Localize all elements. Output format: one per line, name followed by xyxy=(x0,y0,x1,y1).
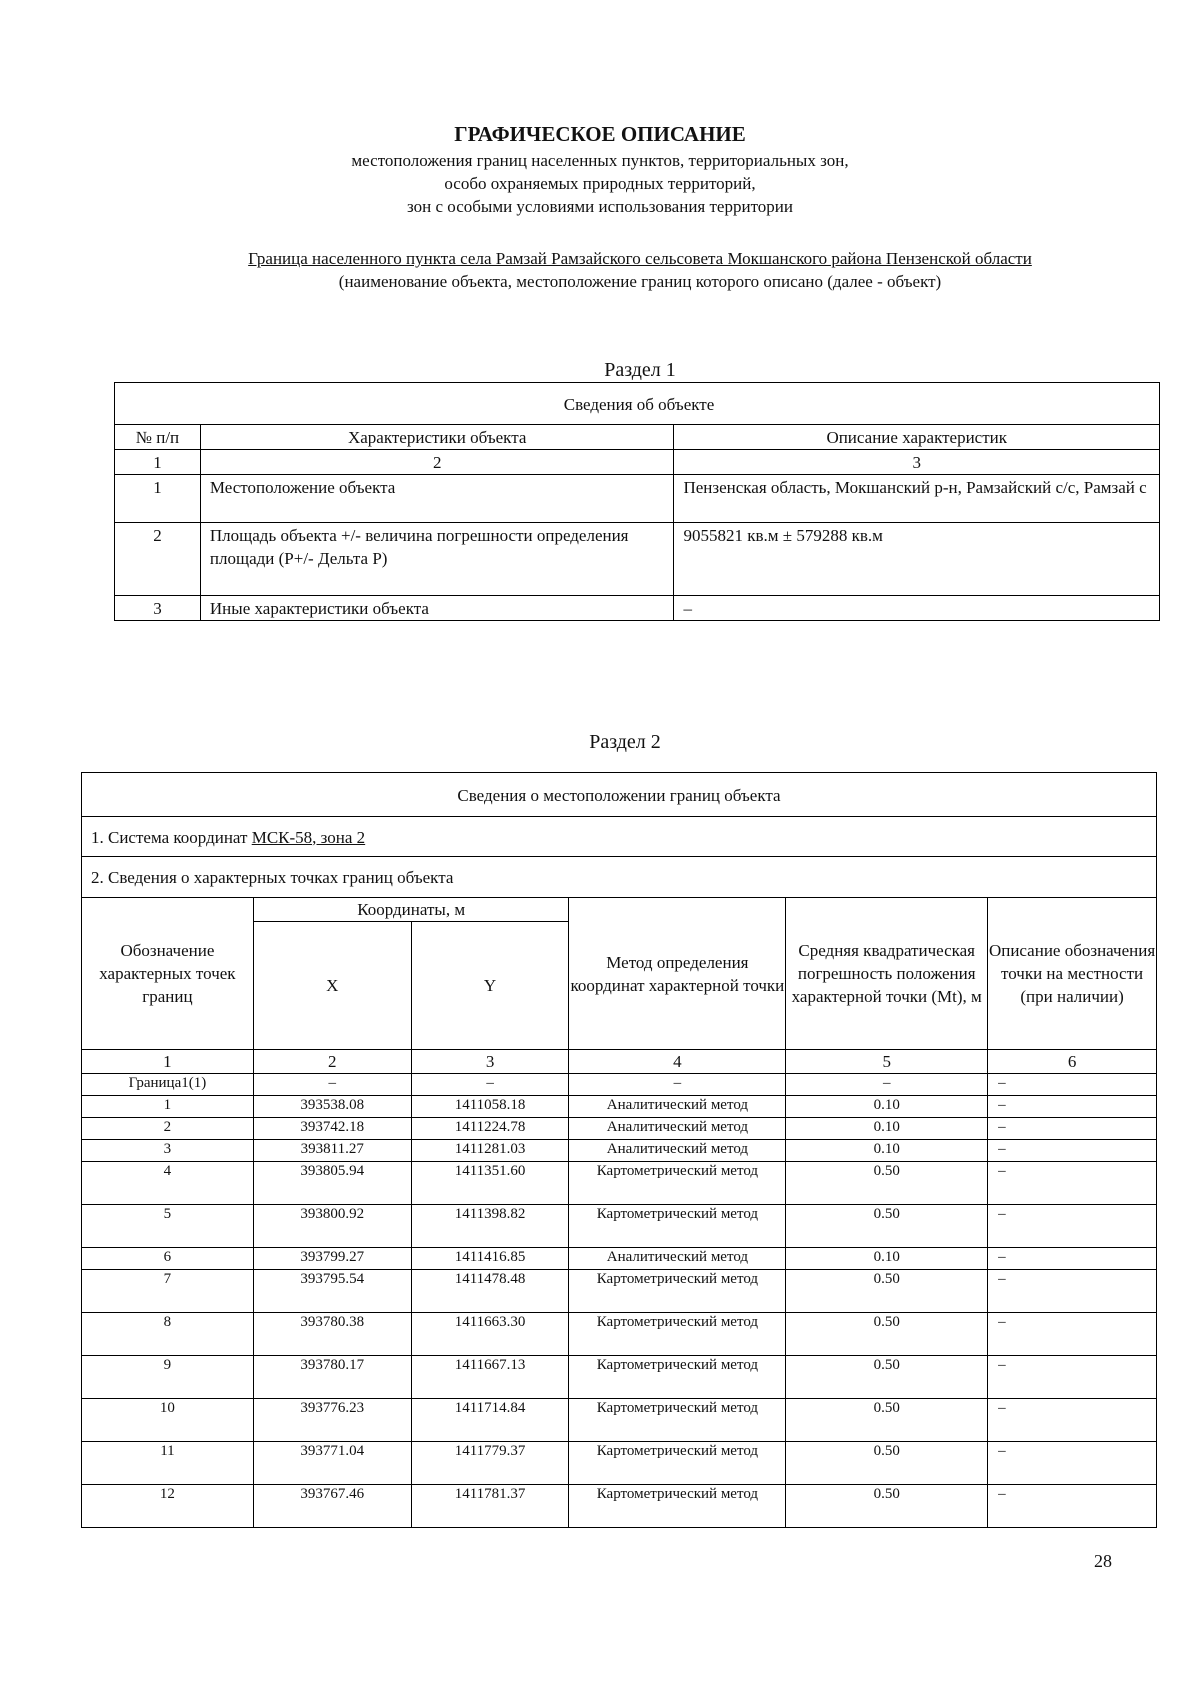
x-coordinate-cell: 393780.38 xyxy=(253,1313,411,1356)
document-subtitle-line: местоположения границ населенных пунктов, территориальных зон, xyxy=(351,151,849,170)
point-label-cell: Граница1(1) xyxy=(82,1074,254,1096)
point-label-cell: 5 xyxy=(82,1205,254,1248)
method-cell: Картометрический метод xyxy=(569,1485,786,1528)
table-row xyxy=(82,1096,1157,1118)
point-label-cell: 12 xyxy=(82,1485,254,1528)
table-row xyxy=(82,1140,1157,1162)
method-cell: Картометрический метод xyxy=(569,1399,786,1442)
point-label-cell: 9 xyxy=(82,1356,254,1399)
characteristic-cell: Иные характеристики объекта xyxy=(200,596,674,621)
error-cell: 0.50 xyxy=(786,1399,988,1442)
point-description-cell: – xyxy=(988,1162,1157,1205)
table-row xyxy=(82,1205,1157,1248)
point-description-cell: – xyxy=(988,1118,1157,1140)
point-label-cell: 1 xyxy=(82,1096,254,1118)
method-cell: Аналитический метод xyxy=(569,1096,786,1118)
error-cell: 0.50 xyxy=(786,1270,988,1313)
table-row xyxy=(82,1270,1157,1313)
method-cell: Картометрический метод xyxy=(569,1313,786,1356)
table-row xyxy=(115,523,1160,596)
object-block xyxy=(0,247,1200,293)
point-description-cell: – xyxy=(988,1313,1157,1356)
y-coordinate-cell: 1411416.85 xyxy=(411,1248,569,1270)
y-coordinate-cell: 1411224.78 xyxy=(411,1118,569,1140)
method-cell: Картометрический метод xyxy=(569,1162,786,1205)
table-row xyxy=(82,1442,1157,1485)
header-cell-description: Описание обозначения точки на местности (при наличии) xyxy=(988,898,1157,1050)
point-description-cell: – xyxy=(988,1356,1157,1399)
table-row xyxy=(82,1356,1157,1399)
row-number: 1 xyxy=(115,475,201,523)
y-coordinate-cell: 1411714.84 xyxy=(411,1399,569,1442)
method-cell: Картометрический метод xyxy=(569,1205,786,1248)
error-cell: 0.50 xyxy=(786,1485,988,1528)
error-cell: – xyxy=(786,1074,988,1096)
error-cell: 0.10 xyxy=(786,1248,988,1270)
x-coordinate-cell: – xyxy=(253,1074,411,1096)
error-cell: 0.10 xyxy=(786,1140,988,1162)
x-coordinate-cell: 393811.27 xyxy=(253,1140,411,1162)
table-row xyxy=(115,475,1160,523)
error-cell: 0.50 xyxy=(786,1205,988,1248)
y-coordinate-cell: 1411281.03 xyxy=(411,1140,569,1162)
header-cell-coordinates: Координаты, м xyxy=(253,898,569,922)
point-label-cell: 10 xyxy=(82,1399,254,1442)
table-row xyxy=(82,1118,1157,1140)
point-description-cell: – xyxy=(988,1270,1157,1313)
x-coordinate-cell: 393538.08 xyxy=(253,1096,411,1118)
document-subtitle-line: особо охраняемых природных территорий, xyxy=(444,174,756,193)
method-cell: Аналитический метод xyxy=(569,1140,786,1162)
row-number: 3 xyxy=(115,596,201,621)
error-cell: 0.10 xyxy=(786,1118,988,1140)
points-table-body xyxy=(82,1074,1157,1528)
point-description-cell: – xyxy=(988,1399,1157,1442)
point-label-cell: 6 xyxy=(82,1248,254,1270)
header-cell-x: X xyxy=(253,922,411,1050)
section1-title: Раздел 1 xyxy=(604,359,676,381)
point-label-cell: 4 xyxy=(82,1162,254,1205)
x-coordinate-cell: 393776.23 xyxy=(253,1399,411,1442)
column-number: 5 xyxy=(786,1050,988,1074)
x-coordinate-cell: 393799.27 xyxy=(253,1248,411,1270)
document-subtitle-line: зон с особыми условиями использования территории xyxy=(407,197,793,216)
point-description-cell: – xyxy=(988,1205,1157,1248)
x-coordinate-cell: 393800.92 xyxy=(253,1205,411,1248)
point-label-cell: 3 xyxy=(82,1140,254,1162)
object-info-table xyxy=(114,382,1160,621)
characteristic-cell: Площадь объекта +/- величина погрешности определения площади (P+/- Дельта P) xyxy=(200,523,674,596)
point-label-cell: 7 xyxy=(82,1270,254,1313)
column-number: 3 xyxy=(674,450,1160,475)
column-number: 4 xyxy=(569,1050,786,1074)
description-cell: 9055821 кв.м ± 579288 кв.м xyxy=(674,523,1160,596)
point-description-cell: – xyxy=(988,1140,1157,1162)
y-coordinate-cell: 1411663.30 xyxy=(411,1313,569,1356)
column-number: 3 xyxy=(411,1050,569,1074)
column-number: 2 xyxy=(200,450,674,475)
column-number: 6 xyxy=(988,1050,1157,1074)
method-cell: – xyxy=(569,1074,786,1096)
y-coordinate-cell: 1411667.13 xyxy=(411,1356,569,1399)
method-cell: Аналитический метод xyxy=(569,1118,786,1140)
y-coordinate-cell: 1411398.82 xyxy=(411,1205,569,1248)
page-number: 28 xyxy=(1094,1551,1112,1571)
method-cell: Картометрический метод xyxy=(569,1270,786,1313)
header-cell-characteristic: Характеристики объекта xyxy=(200,425,674,450)
table-row xyxy=(82,1074,1157,1096)
object-hint: (наименование объекта, местоположение границ которого описано (далее - объект) xyxy=(338,272,942,291)
point-label-cell: 2 xyxy=(82,1118,254,1140)
object-info-table-title: Сведения об объекте xyxy=(115,383,1160,425)
point-description-cell: – xyxy=(988,1248,1157,1270)
y-coordinate-cell: 1411478.48 xyxy=(411,1270,569,1313)
x-coordinate-cell: 393795.54 xyxy=(253,1270,411,1313)
header-cell-y: Y xyxy=(411,922,569,1050)
table-row xyxy=(115,596,1160,621)
table-row xyxy=(82,1248,1157,1270)
y-coordinate-cell: 1411781.37 xyxy=(411,1485,569,1528)
header-cell-method: Метод определения координат характерной точки xyxy=(569,898,786,1050)
x-coordinate-cell: 393805.94 xyxy=(253,1162,411,1205)
error-cell: 0.50 xyxy=(786,1356,988,1399)
point-description-cell: – xyxy=(988,1096,1157,1118)
description-cell: – xyxy=(674,596,1160,621)
x-coordinate-cell: 393780.17 xyxy=(253,1356,411,1399)
header-cell-num: № п/п xyxy=(115,425,201,450)
error-cell: 0.50 xyxy=(786,1442,988,1485)
point-description-cell: – xyxy=(988,1485,1157,1528)
coordinate-system-row xyxy=(82,817,1157,857)
point-description-cell: – xyxy=(988,1442,1157,1485)
y-coordinate-cell: 1411058.18 xyxy=(411,1096,569,1118)
error-cell: 0.10 xyxy=(786,1096,988,1118)
table-row xyxy=(82,1162,1157,1205)
header-cell-description: Описание характеристик xyxy=(674,425,1160,450)
column-number: 2 xyxy=(253,1050,411,1074)
object-name: Граница населенного пункта села Рамзай Рамзайского сельсовета Мокшанского района Пензенской области xyxy=(248,249,1032,268)
error-cell: 0.50 xyxy=(786,1313,988,1356)
table-row xyxy=(82,1313,1157,1356)
description-cell: Пензенская область, Мокшанский р-н, Рамзайский с/с, Рамзай с xyxy=(674,475,1160,523)
boundary-table-title: Сведения о местоположении границ объекта xyxy=(82,773,1157,817)
row-number: 2 xyxy=(115,523,201,596)
section2-title: Раздел 2 xyxy=(589,731,661,753)
point-label-cell: 11 xyxy=(82,1442,254,1485)
coordinate-system-value: МСК-58, зона 2 xyxy=(251,827,366,847)
column-number: 1 xyxy=(115,450,201,475)
error-cell: 0.50 xyxy=(786,1162,988,1205)
method-cell: Картометрический метод xyxy=(569,1356,786,1399)
boundary-points-table xyxy=(81,772,1157,1528)
x-coordinate-cell: 393771.04 xyxy=(253,1442,411,1485)
header-cell-point: Обозначение характерных точек границ xyxy=(82,898,254,1050)
points-info-label: 2. Сведения о характерных точках границ объекта xyxy=(82,857,1157,898)
characteristic-cell: Местоположение объекта xyxy=(200,475,674,523)
point-label-cell: 8 xyxy=(82,1313,254,1356)
x-coordinate-cell: 393767.46 xyxy=(253,1485,411,1528)
column-number: 1 xyxy=(82,1050,254,1074)
coordinate-system-label: 1. Система координат xyxy=(91,827,252,847)
title-block xyxy=(0,121,1200,218)
y-coordinate-cell: – xyxy=(411,1074,569,1096)
table-row xyxy=(82,1399,1157,1442)
table-row xyxy=(82,1485,1157,1528)
y-coordinate-cell: 1411779.37 xyxy=(411,1442,569,1485)
x-coordinate-cell: 393742.18 xyxy=(253,1118,411,1140)
method-cell: Картометрический метод xyxy=(569,1442,786,1485)
method-cell: Аналитический метод xyxy=(569,1248,786,1270)
header-cell-error: Средняя квадратическая погрешность положения характерной точки (Mt), м xyxy=(786,898,988,1050)
document-title: ГРАФИЧЕСКОЕ ОПИСАНИЕ xyxy=(454,122,746,146)
y-coordinate-cell: 1411351.60 xyxy=(411,1162,569,1205)
point-description-cell: – xyxy=(988,1074,1157,1096)
